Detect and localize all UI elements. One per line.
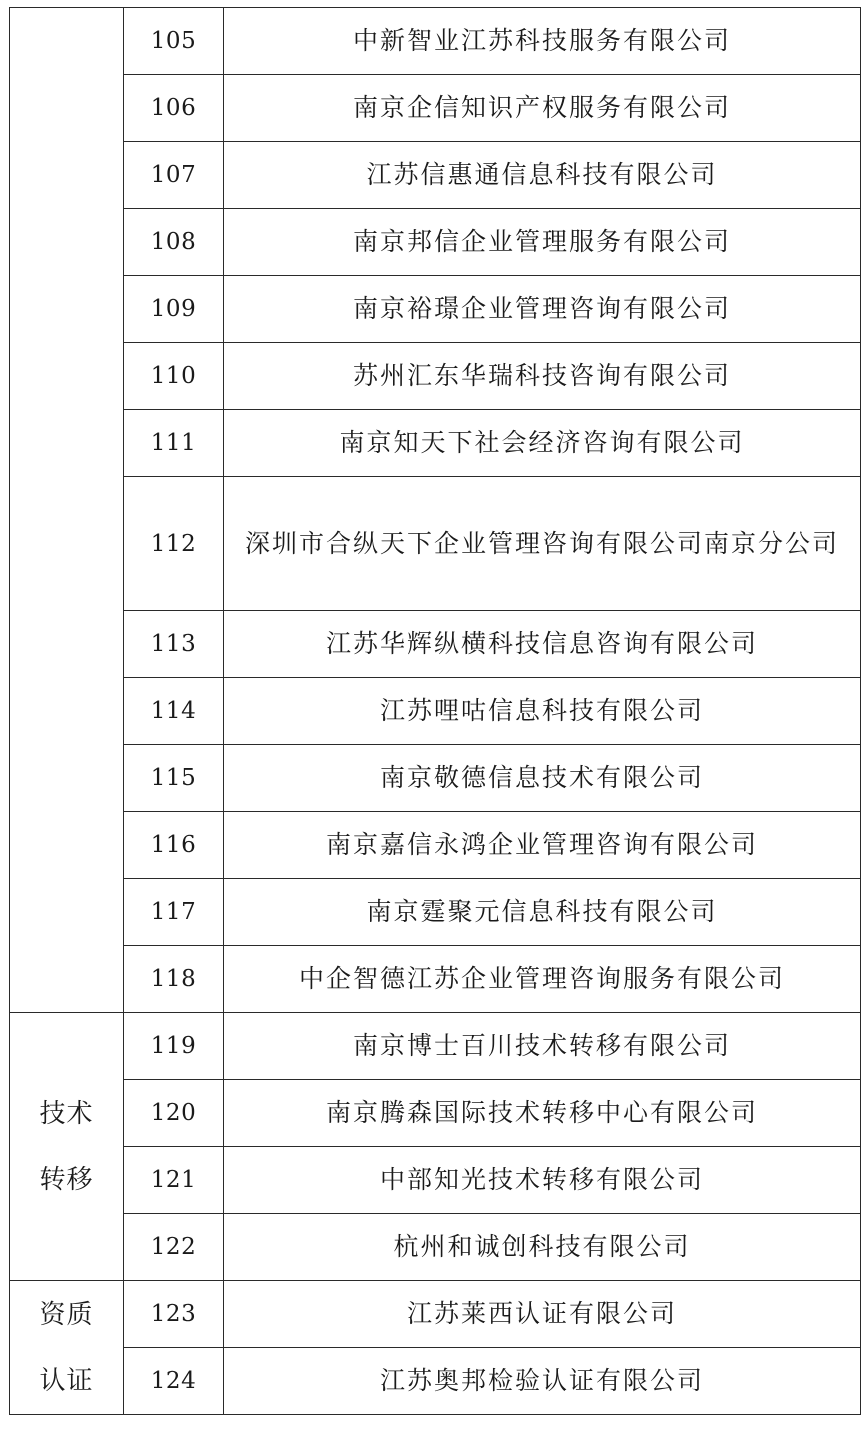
row-number: 114	[124, 678, 224, 745]
table-row	[10, 1281, 861, 1348]
company-name: 南京邦信企业管理服务有限公司	[224, 209, 861, 276]
row-number: 110	[124, 343, 224, 410]
table-row	[10, 477, 861, 611]
table-row	[10, 1214, 861, 1281]
table-row	[10, 209, 861, 276]
row-number: 116	[124, 812, 224, 879]
row-number: 112	[124, 477, 224, 611]
category-cell-tech-transfer	[10, 1013, 124, 1281]
company-name: 南京企信知识产权服务有限公司	[224, 75, 861, 142]
company-name: 杭州和诚创科技有限公司	[224, 1214, 861, 1281]
row-number: 109	[124, 276, 224, 343]
row-number: 113	[124, 611, 224, 678]
company-name: 苏州汇东华瑞科技咨询有限公司	[224, 343, 861, 410]
company-name: 中部知光技术转移有限公司	[224, 1147, 861, 1214]
company-name: 南京腾森国际技术转移中心有限公司	[224, 1080, 861, 1147]
category-cell-blank	[10, 8, 124, 1013]
table-row	[10, 343, 861, 410]
row-number: 120	[124, 1080, 224, 1147]
table-row	[10, 946, 861, 1013]
table-row	[10, 879, 861, 946]
row-number: 121	[124, 1147, 224, 1214]
table-row	[10, 745, 861, 812]
row-number: 118	[124, 946, 224, 1013]
row-number: 117	[124, 879, 224, 946]
category-label-line: 转移	[39, 1164, 94, 1195]
row-number: 106	[124, 75, 224, 142]
table-row	[10, 8, 861, 75]
table-row	[10, 410, 861, 477]
company-name: 南京博士百川技术转移有限公司	[224, 1013, 861, 1080]
company-name: 江苏信惠通信息科技有限公司	[224, 142, 861, 209]
row-number: 107	[124, 142, 224, 209]
row-number: 123	[124, 1281, 224, 1348]
company-name: 江苏哩咕信息科技有限公司	[224, 678, 861, 745]
table-row	[10, 1147, 861, 1214]
row-number: 111	[124, 410, 224, 477]
company-name: 深圳市合纵天下企业管理咨询有限公司南京分公司	[224, 477, 861, 611]
table-row	[10, 75, 861, 142]
table-row	[10, 1348, 861, 1415]
table-row	[10, 1080, 861, 1147]
row-number: 122	[124, 1214, 224, 1281]
company-list-table	[9, 7, 861, 1415]
category-label-line: 认证	[39, 1365, 94, 1396]
company-name: 江苏奥邦检验认证有限公司	[224, 1348, 861, 1415]
row-number: 108	[124, 209, 224, 276]
table-row	[10, 812, 861, 879]
table-row	[10, 276, 861, 343]
category-label-line: 资质	[39, 1299, 94, 1330]
company-name: 南京知天下社会经济咨询有限公司	[224, 410, 861, 477]
table-row	[10, 611, 861, 678]
company-name: 南京裕璟企业管理咨询有限公司	[224, 276, 861, 343]
company-name: 南京敬德信息技术有限公司	[224, 745, 861, 812]
table-row	[10, 142, 861, 209]
company-name: 中新智业江苏科技服务有限公司	[224, 8, 861, 75]
row-number: 124	[124, 1348, 224, 1415]
table-row	[10, 678, 861, 745]
company-name: 中企智德江苏企业管理咨询服务有限公司	[224, 946, 861, 1013]
row-number: 115	[124, 745, 224, 812]
row-number: 119	[124, 1013, 224, 1080]
company-name: 南京嘉信永鸿企业管理咨询有限公司	[224, 812, 861, 879]
category-label-line: 技术	[39, 1098, 94, 1129]
company-name: 南京霆聚元信息科技有限公司	[224, 879, 861, 946]
table-row	[10, 1013, 861, 1080]
row-number: 105	[124, 8, 224, 75]
company-name: 江苏华辉纵横科技信息咨询有限公司	[224, 611, 861, 678]
company-name: 江苏莱西认证有限公司	[224, 1281, 861, 1348]
category-cell-certification	[10, 1281, 124, 1415]
